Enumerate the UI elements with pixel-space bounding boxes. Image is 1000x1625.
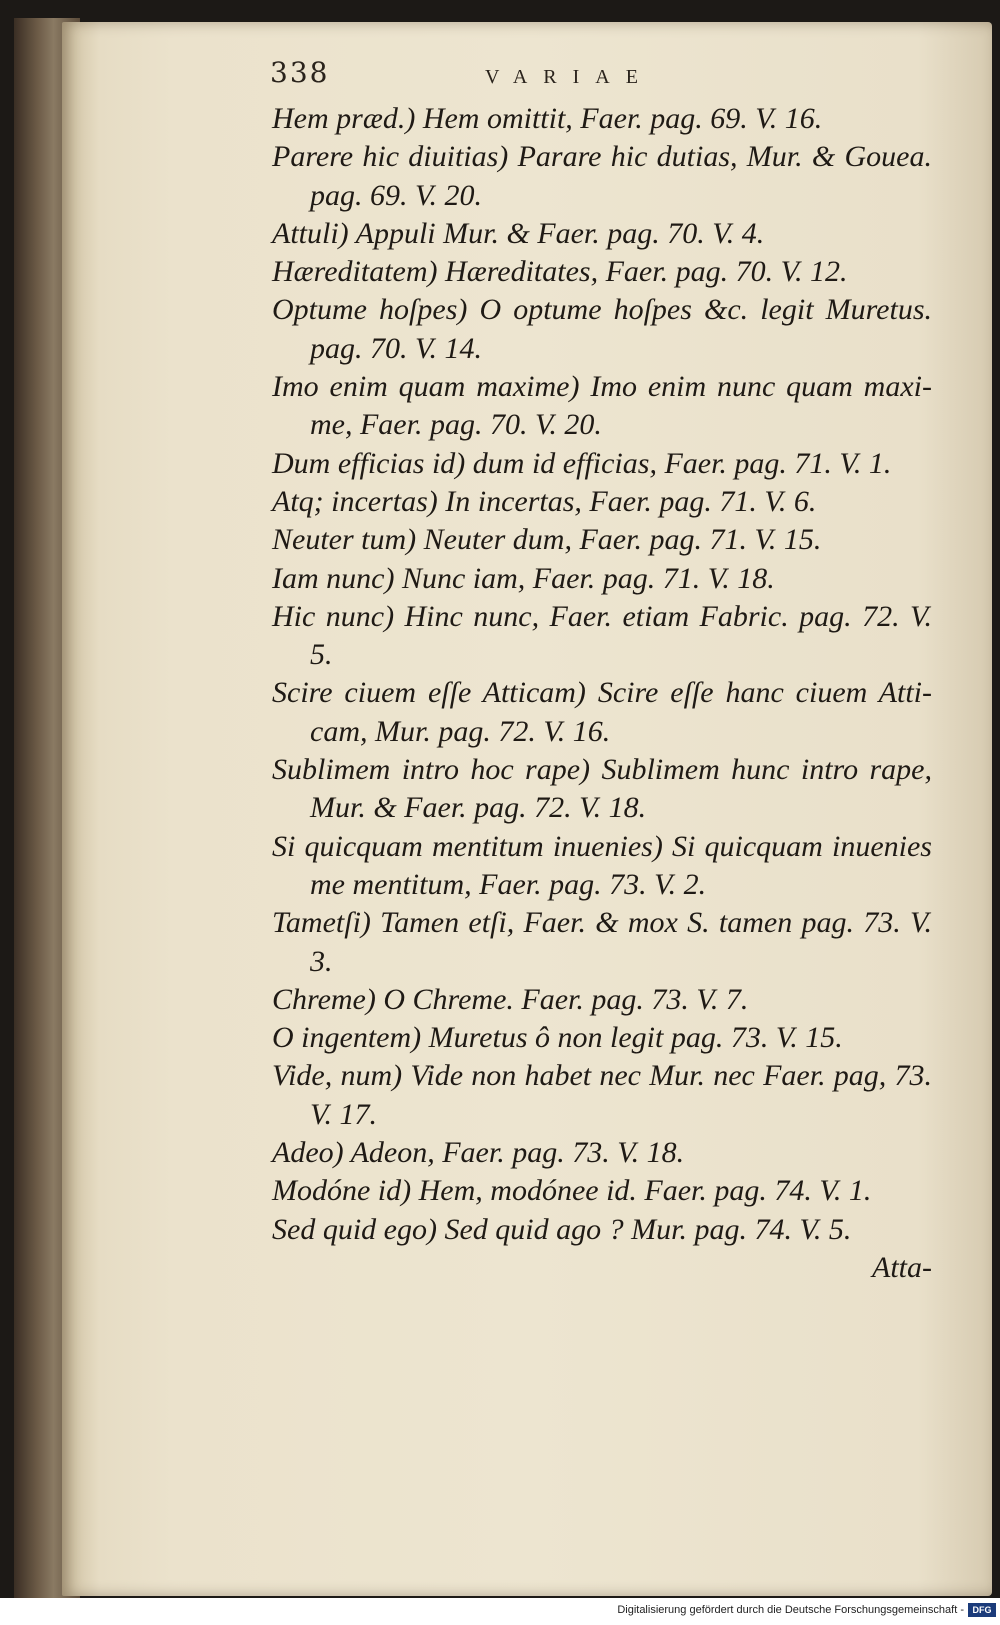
entry: Hæreditatem) Hæreditates, Faer. pag. 70. V. 12. [272, 255, 848, 289]
catchword: Atta- [872, 1250, 932, 1284]
entry: Attuli) Appuli Mur. & Faer. pag. 70. V. 4. [272, 216, 765, 250]
entry: Scire ciuem eſſe Atticam) Scire eſſe hanc ciuem Atti- cam, Mur. pag. 72. V. 16. [272, 676, 932, 748]
entry: Si quicquam mentitum inuenies) Si quicquam inuenies me mentitum, Faer. pag. 73. V. 2. [272, 829, 932, 901]
entry: Adeo) Adeon, Faer. pag. 73. V. 18. [272, 1136, 685, 1170]
entry: Hic nunc) Hinc nunc, Faer. etiam Fabric. pag. 72. V. 5. [272, 599, 932, 672]
entry: Sublimem intro hoc rape) Sublimem hunc intro rape, Mur. & Faer. pag. 72. V. 18. [272, 753, 932, 825]
entry: Modóne id) Hem, modónee id. Faer. pag. 74. V. 1. [272, 1174, 872, 1208]
entry: Parere hic diuitias) Parare hic dutias, Mur. & Gouea. pag. 69. V. 20. [272, 140, 932, 212]
entry: Vide, num) Vide non habet nec Mur. nec Faer. pag, 73. V. 17. [272, 1059, 932, 1131]
text-block [272, 100, 932, 1287]
entry: Tametſi) Tamen etſi, Faer. & mox S. tamen pag. 73. V. 3. [272, 906, 932, 978]
entry: Dum efficias id) dum id efficias, Faer. pag. 71. V. 1. [272, 446, 892, 480]
funding-credit: Digitalisierung gefördert durch die Deutsche Forschungsgemeinschaft - [617, 1604, 964, 1616]
entry: Imo enim quam maxime) Imo enim nunc quam maxi- me, Faer. pag. 70. V. 20. [272, 370, 932, 442]
entry: Iam nunc) Nunc iam, Faer. pag. 71. V. 18. [272, 561, 775, 595]
entry: Neuter tum) Neuter dum, Faer. pag. 71. V. 15. [272, 523, 822, 557]
running-title: VARIAE [485, 66, 654, 88]
page-number: 338 [270, 56, 330, 89]
entry: Hem præd.) Hem omittit, Faer. pag. 69. V. 16. [272, 102, 823, 135]
dfg-logo-icon: DFG [968, 1603, 996, 1617]
entry: O ingentem) Muretus ô non legit pag. 73. V. 15. [272, 1021, 843, 1055]
running-head [270, 56, 930, 96]
entry: Optume hoſpes) O optume hoſpes &c. legit Muretus. pag. 70. V. 14. [272, 293, 932, 365]
entry: Sed quid ego) Sed quid ago ? Mur. pag. 74. V. 5. [272, 1212, 852, 1246]
footer-bar [0, 1598, 1000, 1625]
entry: Chreme) O Chreme. Faer. pag. 73. V. 7. [272, 982, 749, 1016]
entry: Atq; incertas) In incertas, Faer. pag. 71. V. 6. [272, 484, 817, 518]
